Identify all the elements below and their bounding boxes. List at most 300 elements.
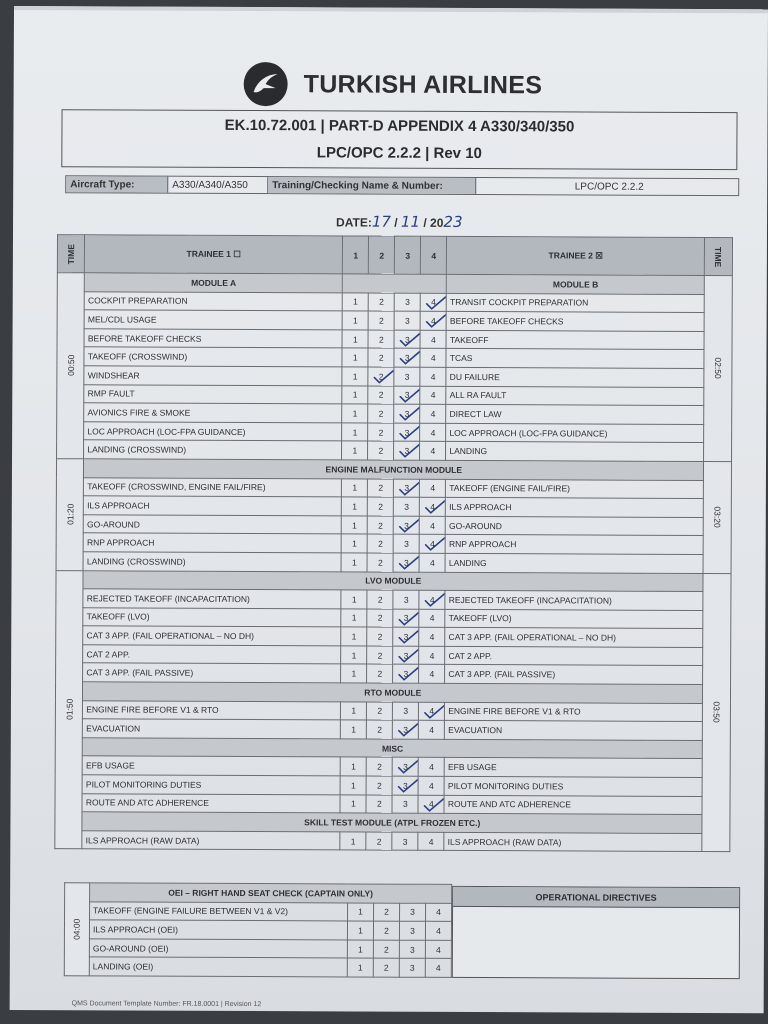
grade-cell-1[interactable] bbox=[342, 385, 368, 404]
grade-number: 2 bbox=[378, 482, 384, 493]
item-left: BEFORE TAKEOFF CHECKS bbox=[84, 329, 342, 349]
grade-number: 3 bbox=[404, 501, 410, 512]
time-value: 01:50 bbox=[64, 699, 75, 721]
grade-cell-4[interactable] bbox=[419, 646, 445, 665]
grade-cell-4[interactable] bbox=[420, 293, 446, 312]
grade-number: 2 bbox=[377, 706, 383, 717]
grade-number: 2 bbox=[376, 799, 382, 810]
grade-cell-2[interactable] bbox=[366, 776, 392, 795]
checking-grid bbox=[54, 234, 732, 852]
grade-cell-2[interactable] bbox=[368, 293, 394, 312]
grade-number: 2 bbox=[379, 296, 384, 308]
grade-cell-3[interactable] bbox=[399, 921, 425, 940]
grade-number: 1 bbox=[352, 371, 358, 382]
grade-cell-2[interactable] bbox=[368, 479, 394, 498]
grade-cell-3[interactable] bbox=[394, 293, 420, 312]
time-value: 04:00 bbox=[71, 918, 83, 940]
oei-block bbox=[64, 882, 452, 978]
item-right: ROUTE AND ATC ADHERENCE bbox=[444, 795, 702, 815]
grade-number: 3 bbox=[404, 390, 410, 401]
grid-header-row bbox=[57, 235, 732, 276]
grade-number: 4 bbox=[431, 315, 436, 326]
grade-number: 1 bbox=[352, 519, 357, 531]
grade-number: 4 bbox=[428, 799, 434, 810]
grade-number: 1 bbox=[351, 761, 356, 772]
trainee2-header: TRAINEE 2 ☒ bbox=[447, 236, 705, 275]
date-day: 17 bbox=[371, 212, 391, 231]
grade-cell-3[interactable] bbox=[394, 367, 420, 386]
item-left: EVACUATION bbox=[83, 719, 341, 739]
table-row bbox=[64, 939, 451, 959]
grade-cell-3[interactable] bbox=[394, 442, 420, 461]
table-row bbox=[55, 830, 730, 852]
grade-number: 4 bbox=[431, 297, 436, 308]
grade-cell-2[interactable] bbox=[373, 940, 399, 959]
item-left: ROUTE AND ATC ADHERENCE bbox=[82, 793, 340, 813]
grade-number: 4 bbox=[430, 483, 436, 494]
grade-cell-2[interactable] bbox=[367, 553, 393, 572]
grade-number: 4 bbox=[429, 780, 434, 791]
grade-number: 1 bbox=[351, 705, 357, 716]
time-cell-right bbox=[703, 461, 731, 573]
item-left: TAKEOFF (CROSSWIND) bbox=[84, 347, 342, 367]
grade-number: 1 bbox=[351, 650, 357, 661]
grade-cell-1[interactable] bbox=[341, 664, 367, 683]
grade-cell-1[interactable] bbox=[342, 497, 368, 516]
grade-cell-4[interactable] bbox=[425, 940, 451, 959]
grade-cell-4[interactable] bbox=[420, 330, 446, 349]
grade-cell-2[interactable] bbox=[366, 832, 392, 851]
grade-number: 1 bbox=[352, 334, 358, 345]
grade-cell-1[interactable] bbox=[347, 921, 373, 940]
grade-number: 3 bbox=[403, 668, 409, 679]
grade-cell-3[interactable] bbox=[400, 903, 426, 922]
item-left: ENGINE FIRE BEFORE V1 & RTO bbox=[83, 700, 341, 720]
grade-cell-4[interactable] bbox=[419, 702, 445, 721]
time-value: 03:20 bbox=[712, 506, 723, 528]
grade-cell-4[interactable] bbox=[426, 903, 452, 922]
grade-number: 1 bbox=[350, 798, 356, 809]
grade-number: 2 bbox=[378, 538, 383, 549]
document-title-line2: LPC/OPC 2.2.2 | Rev 10 bbox=[316, 144, 482, 163]
item-right: REJECTED TAKEOFF (INCAPACITATION) bbox=[445, 590, 703, 610]
date-label: DATE: bbox=[336, 215, 372, 230]
grade-number: 3 bbox=[410, 907, 415, 918]
grade-cell-1[interactable] bbox=[342, 330, 368, 349]
grade-number: 3 bbox=[403, 761, 408, 772]
grade-number: 2 bbox=[378, 371, 384, 382]
grade-cell-4[interactable] bbox=[419, 721, 445, 740]
grade-number: 2 bbox=[377, 613, 383, 624]
grade-cell-3[interactable] bbox=[394, 516, 420, 535]
training-name-value: LPC/OPC 2.2.2 bbox=[574, 180, 644, 193]
item-right: ILS APPROACH bbox=[446, 498, 704, 518]
grade-cell-1[interactable] bbox=[342, 423, 368, 442]
item-right: DIRECT LAW bbox=[446, 405, 704, 425]
grade-number: 1 bbox=[351, 612, 357, 623]
item-left: RNP APPROACH bbox=[83, 533, 341, 553]
aircraft-type-bar bbox=[65, 175, 739, 196]
item-right: LANDING bbox=[445, 553, 703, 573]
section-title: RTO MODULE bbox=[83, 682, 703, 703]
grade-number: 1 bbox=[352, 427, 358, 438]
grade-number: 4 bbox=[429, 762, 434, 773]
grade-cell-4[interactable] bbox=[420, 367, 446, 386]
grade-cell-3[interactable] bbox=[392, 758, 418, 777]
grade-cell-4[interactable] bbox=[420, 497, 446, 516]
item-left: CAT 3 APP. (FAIL OPERATIONAL – NO DH) bbox=[83, 626, 341, 646]
item-right: RNP APPROACH bbox=[445, 535, 703, 555]
aircraft-type-label: Aircraft Type: bbox=[66, 176, 168, 192]
grade-number: 4 bbox=[430, 520, 435, 531]
time-value: 00:50 bbox=[65, 355, 76, 377]
item-right: TAKEOFF (LVO) bbox=[445, 609, 703, 629]
grade-number: 4 bbox=[429, 613, 435, 624]
grade-number: 1 bbox=[351, 724, 357, 735]
item-left: RMP FAULT bbox=[84, 384, 342, 404]
grade-cell-1[interactable] bbox=[340, 832, 366, 851]
item-right: CAT 3 APP. (FAIL PASSIVE) bbox=[445, 665, 703, 685]
grade-cell-3[interactable] bbox=[392, 795, 418, 814]
grade-cell-4[interactable] bbox=[418, 795, 444, 814]
time-cell-left bbox=[57, 273, 85, 459]
grade-cell-1[interactable] bbox=[347, 940, 373, 959]
grade-number: 2 bbox=[384, 925, 389, 936]
training-name-label: Training/Checking Name & Number: bbox=[268, 177, 476, 194]
grade-cell-2[interactable] bbox=[373, 921, 399, 940]
item-left: LANDING (CROSSWIND) bbox=[83, 552, 341, 572]
grade-cell-3[interactable] bbox=[399, 959, 425, 978]
grade-number: 1 bbox=[351, 631, 357, 642]
grade-cell-3[interactable] bbox=[394, 479, 420, 498]
grade-cell-2[interactable] bbox=[367, 720, 393, 739]
item-left: GO-AROUND bbox=[84, 515, 342, 535]
grade-cell-2[interactable] bbox=[368, 516, 394, 535]
grade-cell-3[interactable] bbox=[392, 776, 418, 795]
item-right: TRANSIT COCKPIT PREPARATION bbox=[446, 293, 704, 313]
grade-cell-4[interactable] bbox=[420, 386, 446, 405]
item-left: LANDING (CROSSWIND) bbox=[84, 440, 342, 460]
grade-number: 3 bbox=[403, 557, 409, 568]
grade-cell-3[interactable] bbox=[393, 627, 419, 646]
date-year-prefix: 20 bbox=[430, 215, 444, 230]
item-right: BEFORE TAKEOFF CHECKS bbox=[446, 312, 704, 332]
grade-number: 4 bbox=[429, 631, 435, 642]
brand-header bbox=[244, 59, 543, 110]
grade-number: 1 bbox=[353, 296, 358, 307]
grade-number: 3 bbox=[403, 613, 409, 624]
grade-cell-1[interactable] bbox=[341, 590, 367, 609]
grade-cell-1[interactable] bbox=[340, 795, 366, 814]
item-right: CAT 3 APP. (FAIL OPERATIONAL – NO DH) bbox=[445, 628, 703, 648]
grade-cell-2[interactable] bbox=[367, 665, 393, 684]
item-left: ILS APPROACH (RAW DATA) bbox=[82, 831, 340, 851]
grade-number: 4 bbox=[430, 371, 436, 382]
grade-cell-4[interactable] bbox=[420, 423, 446, 442]
grade-number: 1 bbox=[357, 962, 363, 973]
section-spacer bbox=[343, 274, 447, 293]
item-left: AVIONICS FIRE & SMOKE bbox=[84, 403, 342, 423]
grade-cell-2[interactable] bbox=[368, 404, 394, 423]
time-cell-right bbox=[704, 276, 732, 462]
grade-cell-3[interactable] bbox=[393, 646, 419, 665]
item-right: CAT 2 APP. bbox=[445, 646, 703, 666]
grade-cell-3[interactable] bbox=[393, 702, 419, 721]
grade-cell-1[interactable] bbox=[341, 702, 367, 721]
grade-cell-3[interactable] bbox=[393, 665, 419, 684]
grade-number: 3 bbox=[403, 724, 409, 735]
grade-number: 4 bbox=[429, 594, 435, 605]
grade-number: 1 bbox=[353, 315, 358, 326]
grade-cell-4[interactable] bbox=[420, 479, 446, 498]
grade-number: 2 bbox=[383, 944, 389, 955]
grade-number: 1 bbox=[352, 482, 358, 493]
grade-number: 4 bbox=[430, 390, 436, 401]
oei-item: TAKEOFF (ENGINE FAILURE BETWEEN V1 & V2) bbox=[90, 901, 348, 921]
grade-number: 3 bbox=[410, 925, 415, 936]
grade-cell-3[interactable] bbox=[394, 386, 420, 405]
grade-cell-2[interactable] bbox=[368, 441, 394, 460]
grade-number: 1 bbox=[351, 668, 357, 679]
grade-cell-3[interactable] bbox=[399, 940, 425, 959]
trainee1-header: TRAINEE 1 ☐ bbox=[85, 235, 343, 274]
grade-cell-4[interactable] bbox=[419, 535, 445, 554]
grade-number: 3 bbox=[404, 483, 410, 494]
grade-number: 1 bbox=[357, 944, 363, 955]
grade-number: 4 bbox=[435, 963, 441, 974]
grade-cell-4[interactable] bbox=[419, 590, 445, 609]
grade-cell-2[interactable] bbox=[367, 534, 393, 553]
grade-cell-4[interactable] bbox=[419, 609, 445, 628]
grade-cell-2[interactable] bbox=[368, 367, 394, 386]
grade-number: 3 bbox=[404, 520, 409, 531]
grade-cell-2[interactable] bbox=[368, 497, 394, 516]
grade-cell-4[interactable] bbox=[420, 516, 446, 535]
grade-number: 2 bbox=[378, 352, 384, 363]
grade-cell-2[interactable] bbox=[366, 757, 392, 776]
section-title: SKILL TEST MODULE (ATPL FROZEN ETC.) bbox=[82, 812, 702, 833]
grade-cell-2[interactable] bbox=[368, 330, 394, 349]
item-left: LOC APPROACH (LOC-FPA GUIDANCE) bbox=[84, 422, 342, 442]
time-value: 03:50 bbox=[711, 701, 722, 724]
grade-cell-2[interactable] bbox=[368, 386, 394, 405]
item-left: CAT 3 APP. (FAIL PASSIVE) bbox=[83, 663, 341, 683]
date-line: DATE:17 / 11 / 2023 bbox=[336, 212, 463, 231]
grade-cell-1[interactable] bbox=[341, 646, 367, 665]
grade-cell-3[interactable] bbox=[394, 404, 420, 423]
grade-number: 3 bbox=[403, 650, 409, 661]
grade-cell-1[interactable] bbox=[342, 293, 368, 312]
grade-cell-4[interactable] bbox=[418, 776, 444, 795]
grade-number: 1 bbox=[352, 445, 358, 456]
grade-number: 3 bbox=[404, 445, 410, 456]
grade-number: 4 bbox=[428, 836, 434, 847]
grade-number: 3 bbox=[409, 944, 415, 955]
grade-number: 4 bbox=[429, 557, 435, 568]
grade-cell-2[interactable] bbox=[367, 590, 393, 609]
grade-cell-1[interactable] bbox=[342, 367, 368, 386]
oei-header-row bbox=[65, 883, 452, 903]
item-right: TAKEOFF (ENGINE FAIL/FIRE) bbox=[446, 479, 704, 499]
grade-cell-1[interactable] bbox=[341, 609, 367, 628]
grade-number: 2 bbox=[378, 408, 384, 419]
grade-cell-4[interactable] bbox=[420, 349, 446, 368]
operational-directives-box bbox=[452, 886, 740, 979]
grade-number: 4 bbox=[430, 352, 436, 364]
grade-cell-3[interactable] bbox=[394, 330, 420, 349]
grade-number: 3 bbox=[405, 315, 410, 326]
date-month: 11 bbox=[400, 212, 421, 231]
grade-cell-3[interactable] bbox=[392, 832, 418, 851]
section-title-right: MODULE B bbox=[447, 274, 705, 294]
grade-number: 2 bbox=[377, 761, 382, 772]
item-right: LOC APPROACH (LOC-FPA GUIDANCE) bbox=[446, 423, 704, 443]
grade-number: 3 bbox=[404, 371, 410, 382]
grade-number: 2 bbox=[378, 389, 384, 400]
grade-number: 3 bbox=[403, 706, 409, 717]
grade-number: 2 bbox=[378, 520, 383, 531]
grade-cell-2[interactable] bbox=[367, 609, 393, 628]
section-title: ENGINE MALFUNCTION MODULE bbox=[84, 459, 704, 480]
grade-cell-1[interactable] bbox=[341, 553, 367, 572]
grade-cell-1[interactable] bbox=[340, 776, 366, 795]
grade-number: 3 bbox=[403, 594, 409, 605]
grade-number: 3 bbox=[404, 538, 409, 549]
grade-number: 2 bbox=[378, 427, 384, 438]
grade-number: 3 bbox=[409, 962, 415, 973]
grade-cell-1[interactable] bbox=[342, 348, 368, 367]
turkish-airlines-logo-icon bbox=[244, 62, 288, 106]
grade-cell-1[interactable] bbox=[342, 478, 368, 497]
grade-cell-2[interactable] bbox=[367, 646, 393, 665]
grade-number: 4 bbox=[429, 650, 435, 661]
grade-number: 4 bbox=[429, 706, 435, 717]
oei-time-cell bbox=[64, 883, 89, 976]
grade-cell-2[interactable] bbox=[368, 311, 394, 330]
grade-cell-2[interactable] bbox=[374, 903, 400, 922]
grade-number: 1 bbox=[352, 501, 358, 512]
time-value: 01:20 bbox=[64, 503, 75, 526]
grade-number: 1 bbox=[352, 389, 358, 400]
aircraft-type-value: A330/A340/A350 bbox=[168, 177, 268, 193]
grade-cell-1[interactable] bbox=[342, 516, 368, 535]
item-right: PILOT MONITORING DUTIES bbox=[444, 776, 702, 796]
grade-cell-1[interactable] bbox=[342, 311, 368, 330]
grade-cell-4[interactable] bbox=[420, 404, 446, 423]
grade-cell-3[interactable] bbox=[394, 349, 420, 368]
grade-cell-4[interactable] bbox=[425, 921, 451, 940]
grade-cell-3[interactable] bbox=[394, 423, 420, 442]
grade-cell-2[interactable] bbox=[367, 702, 393, 721]
grade-number: 3 bbox=[404, 427, 410, 438]
item-right: DU FAILURE bbox=[446, 367, 704, 387]
grade-number: 4 bbox=[435, 944, 441, 955]
operational-directives-title: OPERATIONAL DIRECTIVES bbox=[453, 887, 739, 908]
grade-cell-3[interactable] bbox=[394, 497, 420, 516]
grade-cell-4[interactable] bbox=[425, 959, 451, 978]
grade-cell-3[interactable] bbox=[393, 534, 419, 553]
grade-number: 4 bbox=[430, 427, 436, 438]
grade-cell-4[interactable] bbox=[420, 442, 446, 461]
grade-number: 2 bbox=[378, 445, 384, 456]
grade-cell-4[interactable] bbox=[418, 832, 444, 851]
grade-number: 1 bbox=[351, 780, 356, 791]
oei-item: ILS APPROACH (OEI) bbox=[89, 920, 347, 940]
grade-number: 1 bbox=[352, 408, 358, 419]
grade-cell-2[interactable] bbox=[368, 423, 394, 442]
item-left: PILOT MONITORING DUTIES bbox=[82, 775, 340, 795]
grade-cell-3[interactable] bbox=[394, 311, 420, 330]
grade-number: 3 bbox=[404, 334, 410, 345]
page-top-edge bbox=[14, 6, 768, 13]
grade-number: 1 bbox=[350, 836, 356, 847]
grade-cell-3[interactable] bbox=[393, 553, 419, 572]
grade-number: 1 bbox=[352, 538, 357, 549]
item-left: MEL/CDL USAGE bbox=[84, 310, 342, 330]
time-value: 02:50 bbox=[712, 357, 723, 380]
grade-cell-1[interactable] bbox=[341, 627, 367, 646]
grade-cell-3[interactable] bbox=[393, 609, 419, 628]
time-cell-right bbox=[702, 573, 731, 852]
grade-cell-1[interactable] bbox=[348, 903, 374, 922]
time-cell-left bbox=[56, 459, 84, 571]
grade-cell-2[interactable] bbox=[367, 627, 393, 646]
grade-number: 2 bbox=[377, 668, 383, 679]
grade-cell-4[interactable] bbox=[419, 553, 445, 572]
grade-number: 3 bbox=[404, 352, 410, 363]
table-row bbox=[65, 901, 452, 921]
grade-cell-2[interactable] bbox=[368, 348, 394, 367]
grade-number: 2 bbox=[378, 334, 384, 345]
item-left: REJECTED TAKEOFF (INCAPACITATION) bbox=[83, 589, 341, 609]
grade-cell-2[interactable] bbox=[366, 795, 392, 814]
grade-cell-3[interactable] bbox=[393, 720, 419, 739]
grade-cell-3[interactable] bbox=[393, 590, 419, 609]
grade-number: 1 bbox=[358, 925, 363, 936]
grade-cell-4[interactable] bbox=[419, 665, 445, 684]
item-right: LANDING bbox=[446, 442, 704, 462]
time-cell-left bbox=[55, 570, 84, 849]
document-footer: QMS Document Template Number: FR.18.0001 | Revision 12 bbox=[71, 1000, 262, 1009]
document-page bbox=[10, 6, 768, 1013]
item-right: ALL RA FAULT bbox=[446, 386, 704, 406]
grade-cell-2[interactable] bbox=[373, 958, 399, 977]
grade-number: 1 bbox=[352, 352, 358, 363]
grade-number: 4 bbox=[436, 925, 441, 936]
grade-cell-4[interactable] bbox=[420, 311, 446, 330]
grade-cell-1[interactable] bbox=[340, 757, 366, 776]
grade-cell-1[interactable] bbox=[341, 720, 367, 739]
grade-number: 3 bbox=[402, 799, 408, 810]
grade-cell-1[interactable] bbox=[342, 404, 368, 423]
grade-cell-1[interactable] bbox=[342, 441, 368, 460]
grade-number: 2 bbox=[383, 962, 389, 973]
col2-header: 2 bbox=[369, 236, 395, 274]
item-right: TAKEOFF bbox=[446, 330, 704, 350]
grade-cell-1[interactable] bbox=[347, 958, 373, 977]
time-header-right: TIME bbox=[705, 238, 732, 276]
grade-number: 1 bbox=[358, 906, 363, 917]
grade-number: 4 bbox=[430, 408, 436, 419]
grade-number: 4 bbox=[436, 907, 441, 918]
item-left: TAKEOFF (CROSSWIND, ENGINE FAIL/FIRE) bbox=[84, 477, 342, 497]
grade-number: 4 bbox=[430, 538, 435, 549]
grade-number: 2 bbox=[377, 650, 383, 661]
grade-cell-4[interactable] bbox=[419, 628, 445, 647]
grade-cell-1[interactable] bbox=[341, 534, 367, 553]
item-right: ILS APPROACH (RAW DATA) bbox=[444, 832, 702, 852]
grade-cell-4[interactable] bbox=[418, 758, 444, 777]
